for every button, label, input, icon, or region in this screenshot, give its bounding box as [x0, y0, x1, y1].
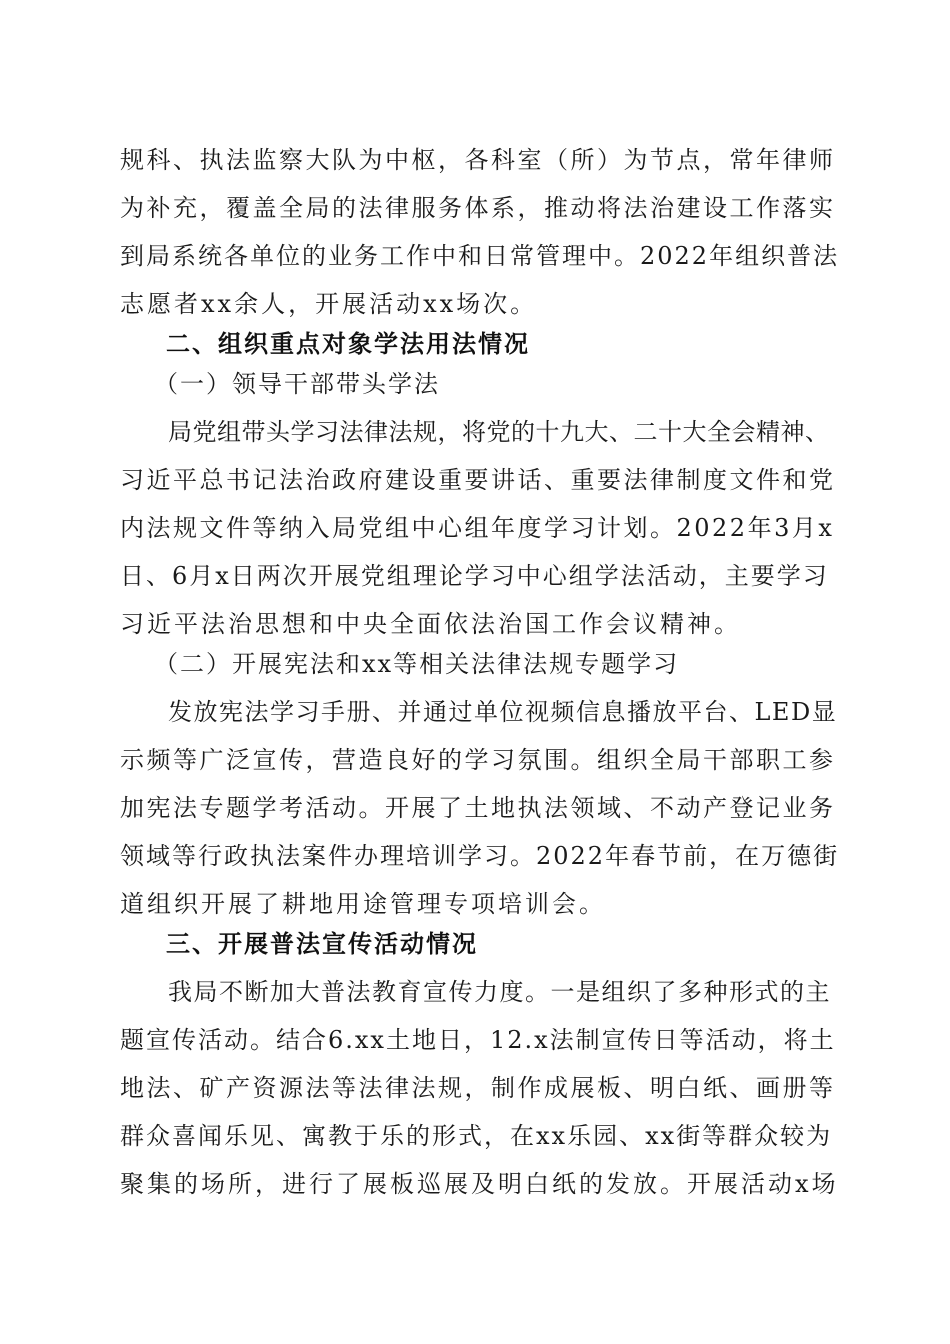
- section-heading-3: 三、开展普法宣传活动情况: [166, 930, 478, 958]
- paragraph-line: 我局不断加大普法教育宣传力度。一是组织了多种形式的主: [168, 978, 831, 1006]
- paragraph-line: 题宣传活动。结合6.xx土地日，12.x法制宣传日等活动，将土: [120, 1026, 836, 1054]
- paragraph-line: 习近平法治思想和中央全面依法治国工作会议精神。: [120, 610, 741, 638]
- paragraph-line: 日、6月x日两次开展党组理论学习中心组学法活动，主要学习: [120, 562, 829, 590]
- paragraph-line: 内法规文件等纳入局党组中心组年度学习计划。2022年3月x: [120, 514, 835, 542]
- paragraph-line: 群众喜闻乐见、寓教于乐的形式，在xx乐园、xx街等群众较为: [120, 1122, 833, 1150]
- paragraph-line: 局党组带头学习法律法规，将党的十九大、二十大全会精神、: [168, 418, 830, 446]
- paragraph-line: 习近平总书记法治政府建设重要讲话、重要法律制度文件和党: [120, 466, 836, 494]
- subsection-heading-2-1: （一）领导干部带头学法: [154, 370, 440, 398]
- paragraph-line: 聚集的场所，进行了展板巡展及明白纸的发放。开展活动x场: [120, 1170, 839, 1198]
- paragraph-line: 加宪法专题学考活动。开展了土地执法领域、不动产登记业务: [120, 794, 836, 822]
- paragraph-line: 地法、矿产资源法等法律法规，制作成展板、明白纸、画册等: [120, 1074, 836, 1102]
- paragraph-line: 发放宪法学习手册、并通过单位视频信息播放平台、LED显: [168, 698, 838, 726]
- paragraph-line: 领域等行政执法案件办理培训学习。2022年春节前，在万德街: [120, 842, 840, 870]
- paragraph-line: 示频等广泛宣传，营造良好的学习氛围。组织全局干部职工参: [120, 746, 836, 774]
- paragraph-line: 到局系统各单位的业务工作中和日常管理中。2022年组织普法: [120, 242, 840, 270]
- section-heading-2: 二、组织重点对象学法用法情况: [166, 330, 530, 358]
- paragraph-line: 为补充，覆盖全局的法律服务体系，推动将法治建设工作落实: [120, 194, 836, 222]
- subsection-heading-2-2: （二）开展宪法和xx等相关法律法规专题学习: [154, 650, 680, 678]
- paragraph-line: 道组织开展了耕地用途管理专项培训会。: [120, 890, 606, 918]
- paragraph-line: 规科、执法监察大队为中枢，各科室（所）为节点，常年律师: [120, 146, 836, 174]
- paragraph-line: 志愿者xx余人，开展活动xx场次。: [120, 290, 538, 318]
